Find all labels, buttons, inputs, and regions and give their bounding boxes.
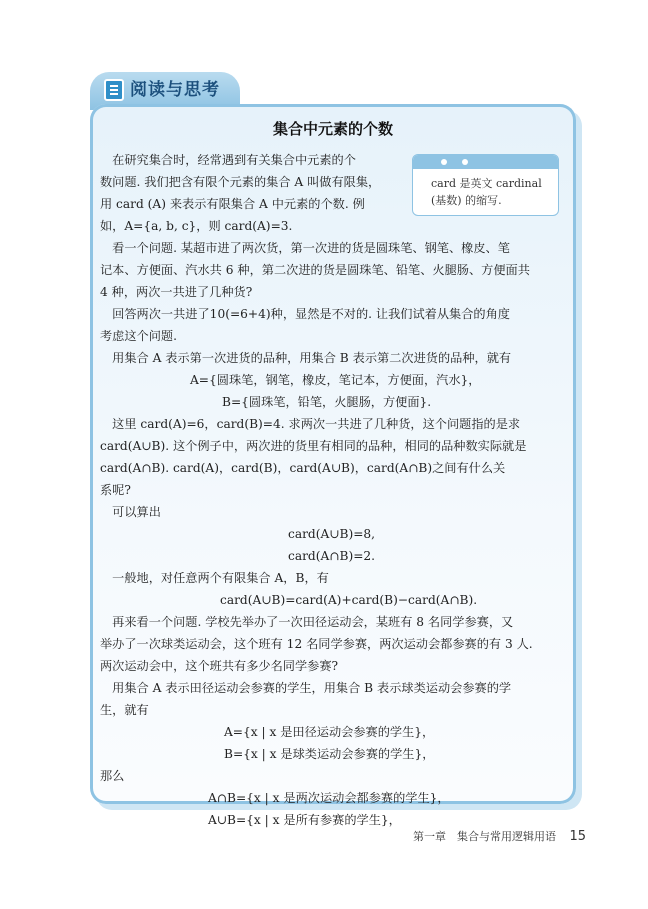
note-line: (基数) 的缩写.: [431, 194, 502, 207]
paragraph-line: 在研究集合时，经常遇到有关集合中元素的个: [100, 153, 356, 167]
side-note: [412, 154, 559, 216]
paragraph-line: 考虑这个问题.: [100, 329, 177, 343]
note-header: [413, 155, 558, 169]
paragraph-line: 4 种，两次一共进了几种货?: [100, 285, 253, 299]
set-b-description: B={x | x 是球类运动会参赛的学生}，: [224, 747, 435, 761]
paragraph-line: 再来看一个问题. 学校先举办了一次田径运动会，某班有 8 名同学参赛，又: [100, 615, 514, 629]
reading-card: [90, 104, 576, 827]
article-title: 集合中元素的个数: [272, 120, 393, 138]
paragraph-line: 用集合 A 表示第一次进货的品种，用集合 B 表示第二次进货的品种，就有: [100, 351, 512, 365]
paragraph-line: 一般地，对任意两个有限集合 A，B，有: [100, 571, 329, 585]
set-a-description: A={x | x 是田径运动会参赛的学生}，: [224, 725, 435, 739]
union-description: A∪B={x | x 是所有参赛的学生}，: [208, 813, 401, 827]
set-b-definition: B={圆珠笔，铅笔，火腿肠，方便面}.: [222, 395, 432, 409]
paragraph-line: 看一个问题. 某超市进了两次货，第一次进的货是圆珠笔、钢笔、橡皮、笔: [100, 241, 510, 255]
paragraph-line: 数问题. 我们把含有限个元素的集合 A 叫做有限集，: [100, 175, 381, 189]
paragraph-line: 两次运动会中，这个班共有多少名同学参赛?: [100, 659, 339, 673]
chapter-label: 第一章 集合与常用逻辑用语: [412, 830, 556, 843]
paragraph-line: 记本、方便面、汽水共 6 种，第二次进的货是圆珠笔、铅笔、火腿肠、方便面共: [100, 263, 530, 277]
paragraph-line: card(A∪B). 这个例子中，两次进的货里有相同的品种，相同的品种数实际就是: [100, 439, 527, 453]
paragraph-line: 可以算出: [100, 505, 161, 519]
note-text: [413, 169, 558, 209]
paragraph-line: 用 card (A) 来表示有限集合 A 中元素的个数. 例: [100, 197, 365, 211]
page-footer: [413, 828, 586, 844]
page-number: 15: [569, 829, 586, 844]
intersection-count-formula: card(A∩B)=2.: [288, 549, 376, 563]
paragraph-line: 系呢?: [100, 483, 131, 497]
dot-icon: [441, 159, 447, 165]
paragraph-line: 举办了一次球类运动会，这个班有 12 名同学参赛，两次运动会都参赛的有 3 人.: [100, 637, 533, 651]
paragraph-line: 生，就有: [100, 703, 149, 717]
paragraph-line: 那么: [100, 769, 125, 783]
section-title: 阅读与思考: [130, 80, 220, 100]
inclusion-exclusion-formula: card(A∪B)=card(A)+card(B)−card(A∩B).: [220, 593, 478, 607]
dot-icon: [462, 159, 468, 165]
book-icon: [104, 79, 124, 101]
paragraph-line: 这里 card(A)=6，card(B)=4. 求两次一共进了几种货，这个问题指的是求: [100, 417, 521, 431]
paragraph-line: 如，A={a, b, c}，则 card(A)=3.: [100, 219, 293, 233]
union-count-formula: card(A∪B)=8,: [288, 527, 376, 541]
paragraph-line: 回答两次一共进了10(=6+4)种，显然是不对的. 让我们试着从集合的角度: [100, 307, 510, 321]
paragraph-line: 用集合 A 表示田径运动会参赛的学生，用集合 B 表示球类运动会参赛的学: [100, 681, 512, 695]
note-line: card 是英文 cardinal: [431, 177, 542, 190]
set-a-definition: A={圆珠笔，钢笔，橡皮，笔记本，方便面，汽水}，: [190, 373, 481, 387]
paragraph-line: card(A∩B). card(A)，card(B)，card(A∪B)，card(A∩B)之间有什么关: [100, 461, 506, 475]
intersection-description: A∩B={x | x 是两次运动会都参赛的学生}，: [208, 791, 450, 805]
